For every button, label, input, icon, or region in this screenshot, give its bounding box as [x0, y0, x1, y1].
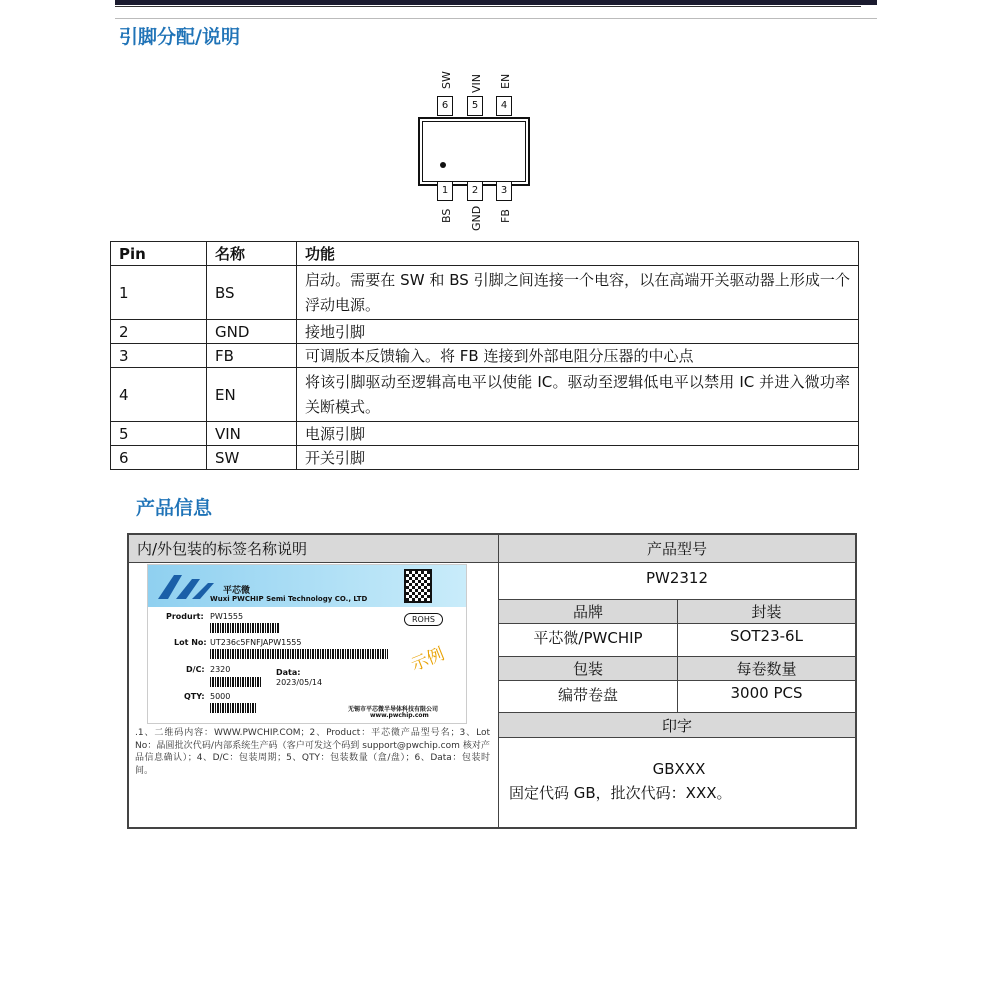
col-pin: Pin: [111, 242, 207, 266]
table-row: [111, 344, 859, 368]
cell-pin: 6: [111, 446, 207, 470]
label-footer-url: www.pwchip.com: [370, 712, 429, 719]
label-dc-key: D/C:: [186, 665, 205, 674]
cell-pin: 4: [111, 368, 207, 422]
pin1-dot: [440, 162, 446, 168]
pin-diagram: [415, 65, 535, 235]
label-data-key: Data:: [276, 668, 301, 677]
cell-func: 开关引脚: [297, 446, 859, 470]
pin-label-gnd: GND: [470, 205, 483, 231]
pin-label-bs: BS: [440, 208, 453, 223]
pin-number-6: 6: [437, 96, 453, 116]
table-row: [111, 446, 859, 470]
label-note: .1、二维码内容：WWW.PWCHIP.COM；2、Product：平芯微产品型号名；3、Lot No：晶圆批次代码/内部系统生产码（客户可发这个码到 support@pwchip.com 核对产品信息确认）；4、D/C：包装周期；5、QTY：包装数量（盒/盘）；6、Data：包装时间。: [135, 728, 490, 776]
packing-value: 编带卷盘: [498, 680, 678, 713]
marking-code: GBXXX: [652, 760, 706, 778]
barcode-dc-icon: [210, 677, 262, 687]
qty-header: 每卷数量: [677, 656, 856, 681]
label-dc-value: 2320: [210, 665, 231, 674]
header-rule-light: [115, 18, 877, 19]
qr-code-icon: [404, 569, 432, 603]
pin-label-vin: VIN: [470, 74, 483, 93]
cell-pin: 2: [111, 320, 207, 344]
table-row: [111, 266, 859, 320]
marking-header: 印字: [498, 712, 856, 738]
cell-pin: 1: [111, 266, 207, 320]
label-company-en: Wuxi PWCHIP Semi Technology CO., LTD: [210, 595, 368, 603]
pin-table: [110, 241, 859, 470]
cell-func: 启动。需要在 SW 和 BS 引脚之间连接一个电容，以在高端开关驱动器上形成一个浮动电源。: [297, 266, 859, 320]
pin-number-4: 4: [496, 96, 512, 116]
table-row: [111, 320, 859, 344]
pin-number-5: 5: [467, 96, 483, 116]
label-product-value: PW1555: [210, 612, 244, 621]
label-qty-key: QTY:: [184, 692, 205, 701]
package-value: SOT23-6L: [677, 623, 856, 657]
cell-name: SW: [207, 446, 297, 470]
pin-label-fb: FB: [499, 209, 512, 223]
cell-name: VIN: [207, 422, 297, 446]
cell-name: BS: [207, 266, 297, 320]
sample-label: [147, 564, 467, 724]
label-footer-cn: 无锡市平芯微半导体科技有限公司: [348, 706, 439, 713]
pwchip-logo-icon: [156, 573, 216, 601]
cell-pin: 5: [111, 422, 207, 446]
chip-body: [418, 117, 530, 186]
pin-number-3: 3: [496, 181, 512, 201]
table-row: [111, 368, 859, 422]
cell-func: 可调版本反馈输入。将 FB 连接到外部电阻分压器的中心点: [297, 344, 859, 368]
header-rule-thick: [115, 0, 877, 5]
barcode-lot-icon: [210, 649, 388, 659]
section-title-product: 产品信息: [136, 497, 213, 519]
pin-number-1: 1: [437, 181, 453, 201]
col-name: 名称: [207, 242, 297, 266]
table-row: [111, 422, 859, 446]
section-title-pins: 引脚分配/说明: [119, 26, 240, 48]
qty-value: 3000 PCS: [677, 680, 856, 713]
label-product-key: Produrt:: [166, 612, 204, 621]
label-company-cn: 平芯微: [223, 586, 251, 596]
marking-cell: [498, 737, 856, 828]
pin-label-en: EN: [499, 73, 512, 89]
label-data-value: 2023/05/14: [276, 678, 323, 687]
cell-name: GND: [207, 320, 297, 344]
label-header: 内/外包装的标签名称说明: [128, 534, 499, 563]
brand-header: 品牌: [498, 599, 678, 624]
barcode-qty-icon: [210, 703, 256, 713]
brand-value: 平芯微/PWCHIP: [498, 623, 678, 657]
package-header: 封装: [677, 599, 856, 624]
label-qty-value: 5000: [210, 692, 231, 701]
cell-func: 将该引脚驱动至逻辑高电平以使能 IC。驱动至逻辑低电平以禁用 IC 并进入微功率关断模式。: [297, 368, 859, 422]
marking-desc: 固定代码 GB，批次代码：XXX。: [509, 784, 732, 802]
packing-header: 包装: [498, 656, 678, 681]
label-lot-key: Lot No:: [174, 638, 207, 647]
sample-stamp: 示例: [408, 644, 448, 676]
col-function: 功能: [297, 242, 859, 266]
pin-label-sw: SW: [440, 71, 453, 89]
model-value: PW2312: [498, 562, 856, 600]
barcode-product-icon: [210, 623, 280, 633]
cell-func: 接地引脚: [297, 320, 859, 344]
header-rule-thin: [115, 6, 861, 7]
cell-func: 电源引脚: [297, 422, 859, 446]
rohs-badge: ROHS: [404, 613, 443, 626]
table-header-row: [111, 242, 859, 266]
pin-number-2: 2: [467, 181, 483, 201]
cell-name: FB: [207, 344, 297, 368]
cell-name: EN: [207, 368, 297, 422]
model-header: 产品型号: [498, 534, 856, 563]
label-lot-value: UT236c5FNFJAPW1555: [210, 638, 302, 647]
cell-pin: 3: [111, 344, 207, 368]
